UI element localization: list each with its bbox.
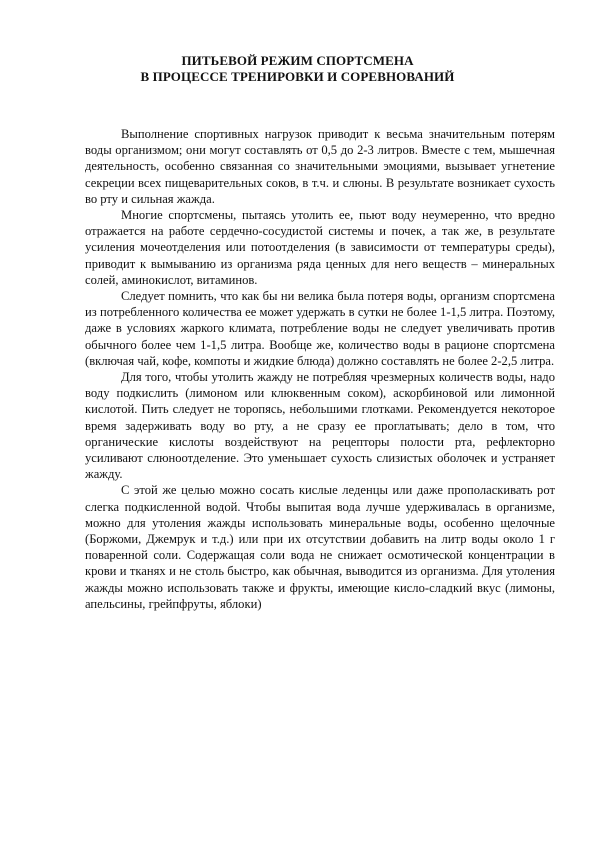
title-line-2: В ПРОЦЕССЕ ТРЕНИРОВКИ И СОРЕВНОВАНИЙ [140,68,455,84]
paragraph-2: Многие спортсмены, пытаясь утолить ее, пьют воду неумеренно, что вредно отражается на работе сердечно-сосудистой системы и почек, а так же, в результате усиления мочеотделения или потоотделения (в зависимости от температуры среды), приводит к вымыванию из организма ряда ценных для него веществ – минеральных солей, аминокислот, витаминов. [85,208,555,287]
document-body [85,126,555,612]
paragraph-3: Следует помнить, что как бы ни велика была потеря воды, организм спортсмена из потребленного количества ее может удержать в сутки не более 1-1,5 литра. Поэтому, даже в условиях жаркого климата, потребление воды не следует увеличивать против обычного более чем 1-1,5 литра. Вообще же, количество воды в рационе спортсмена (включая чай, кофе, компоты и жидкие блюда) должно составлять не более 2-2,5 литра. [85,289,555,368]
paragraph-1: Выполнение спортивных нагрузок приводит к весьма значительным потерям воды организмом; они могут составлять от 0,5 до 2-3 литров. Вместе с тем, мышечная деятельность, особенно связанная со значительными эмоциями, вызывает угнетение секреции всех пищеварительных соков, в т.ч. и слюны. В результате возникает сухость во рту и сильная жажда. [85,127,555,206]
paragraph-5: С этой же целью можно сосать кислые леденцы или даже прополаскивать рот слегка подкисленной водой. Чтобы выпитая вода лучше удерживалась в организме, можно для утоления жажды использовать минеральные воды, особенно щелочные (Боржоми, Джемрук и т.д.) или при их отсутствии добавить на литр воды около 1 г поваренной соли. Содержащая соли вода не снижает осмотической концентрации в крови и тканях и не столь быстро, как обычная, выводится из организма. Для утоления жажды можно использовать также и фрукты, имеющие кисло-сладкий вкус (лимоны, апельсины, грейпфруты, яблоки) [85,483,555,611]
document-title [0,53,595,84]
paragraph-4: Для того, чтобы утолить жажду не потребляя чрезмерных количеств воды, надо воду подкислить (лимоном или клюквенным соком), аскорбиновой или лимонной кислотой. Пить следует не торопясь, небольшими глотками. Рекомендуется некоторое время задерживать воду во рту, а не сразу ее проглатывать; дело в том, что органические кислоты воздействуют на рецепторы полости рта, рефлекторно усиливают слюноотделение. Это уменьшает сухость слизистых оболочек и устраняет жажду. [85,370,555,482]
title-line-1: ПИТЬЕВОЙ РЕЖИМ СПОРТСМЕНА [181,53,414,68]
